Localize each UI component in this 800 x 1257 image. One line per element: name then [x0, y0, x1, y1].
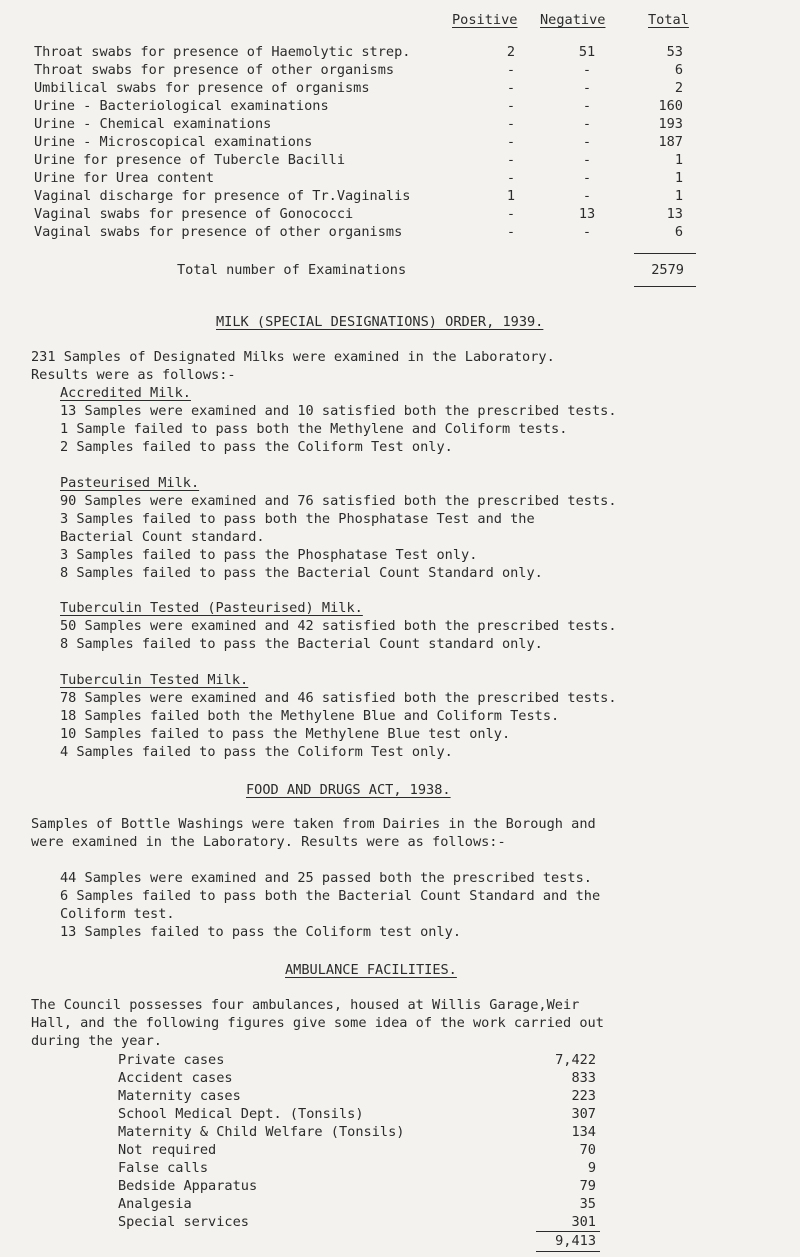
- header-total: Total: [648, 12, 689, 28]
- pasteurised-line: Bacterial Count standard.: [60, 529, 265, 545]
- pasteurised-line: 90 Samples were examined and 76 satisfied both the prescribed tests.: [60, 493, 617, 509]
- total-rule-bottom: [634, 286, 696, 287]
- tt-pasteurised-line: 8 Samples failed to pass the Bacterial Count standard only.: [60, 636, 543, 652]
- milk-heading: MILK (SPECIAL DESIGNATIONS) ORDER, 1939.: [216, 314, 544, 330]
- accredited-line: 2 Samples failed to pass the Coliform Test only.: [60, 439, 453, 455]
- ambulance-total-rule-bottom: [536, 1251, 600, 1252]
- tt-pasteurised-line: 50 Samples were examined and 42 satisfied both the prescribed tests.: [60, 618, 617, 634]
- ambulance-intro-line: Hall, and the following figures give some idea of the work carried out: [31, 1015, 604, 1031]
- ambulance-row-value: 9: [587, 1160, 596, 1176]
- row-label: Urine - Bacteriological examinations: [34, 98, 329, 114]
- ambulance-intro-line: during the year.: [31, 1033, 162, 1049]
- row-label: Urine - Chemical examinations: [34, 116, 272, 132]
- ambulance-row-value: 79: [579, 1178, 596, 1194]
- row-total: 13: [666, 206, 683, 222]
- row-positive: -: [506, 224, 516, 240]
- tt-line: 4 Samples failed to pass the Coliform Test only.: [60, 744, 453, 760]
- food-heading: FOOD AND DRUGS ACT, 1938.: [246, 782, 451, 798]
- ambulance-total-rule-top: [536, 1231, 600, 1232]
- ambulance-row-label: Special services: [118, 1214, 249, 1230]
- ambulance-row-label: Maternity & Child Welfare (Tonsils): [118, 1124, 405, 1140]
- row-label: Umbilical swabs for presence of organisms: [34, 80, 370, 96]
- ambulance-row-value: 7,422: [555, 1052, 596, 1068]
- row-positive: -: [506, 152, 516, 168]
- ambulance-heading: AMBULANCE FACILITIES.: [285, 962, 457, 978]
- total-examinations-value: 2579: [651, 262, 684, 278]
- accredited-line: 13 Samples were examined and 10 satisfied both the prescribed tests.: [60, 403, 617, 419]
- tt-milk-title: Tuberculin Tested Milk.: [60, 672, 249, 688]
- row-label: Throat swabs for presence of Haemolytic strep.: [34, 44, 411, 60]
- row-total: 187: [658, 134, 683, 150]
- row-total: 193: [658, 116, 683, 132]
- row-negative: 13: [578, 206, 596, 222]
- ambulance-row-value: 35: [579, 1196, 596, 1212]
- food-line: 13 Samples failed to pass the Coliform test only.: [60, 924, 462, 940]
- ambulance-row-label: Private cases: [118, 1052, 225, 1068]
- ambulance-row-label: Analgesia: [118, 1196, 192, 1212]
- tt-line: 10 Samples failed to pass the Methylene Blue test only.: [60, 726, 511, 742]
- row-negative: -: [582, 116, 592, 132]
- ambulance-intro-line: The Council possesses four ambulances, housed at Willis Garage,Weir: [31, 997, 580, 1013]
- ambulance-row-value: 833: [571, 1070, 596, 1086]
- row-negative: 51: [578, 44, 596, 60]
- row-total: 1: [674, 152, 683, 168]
- row-label: Vaginal discharge for presence of Tr.Vaginalis: [34, 188, 411, 204]
- row-label: Vaginal swabs for presence of other organisms: [34, 224, 403, 240]
- food-line: 6 Samples failed to pass both the Bacterial Count Standard and the: [60, 888, 601, 904]
- row-negative: -: [582, 62, 592, 78]
- food-intro-line: Samples of Bottle Washings were taken from Dairies in the Borough and: [31, 816, 596, 832]
- ambulance-row-value: 223: [571, 1088, 596, 1104]
- row-label: Throat swabs for presence of other organisms: [34, 62, 395, 78]
- row-label: Urine for Urea content: [34, 170, 215, 186]
- row-negative: -: [582, 170, 592, 186]
- row-total: 6: [674, 62, 683, 78]
- accredited-line: 1 Sample failed to pass both the Methylene and Coliform tests.: [60, 421, 568, 437]
- row-positive: -: [506, 80, 516, 96]
- row-negative: -: [582, 224, 592, 240]
- row-total: 1: [674, 170, 683, 186]
- total-rule-top: [634, 253, 696, 254]
- milk-intro-line: Results were as follows:-: [31, 367, 236, 383]
- pasteurised-milk-title: Pasteurised Milk.: [60, 475, 200, 491]
- row-total: 6: [674, 224, 683, 240]
- row-positive: -: [506, 170, 516, 186]
- pasteurised-line: 3 Samples failed to pass the Phosphatase Test only.: [60, 547, 478, 563]
- row-total: 160: [658, 98, 683, 114]
- row-negative: -: [582, 188, 592, 204]
- accredited-milk-title: Accredited Milk.: [60, 385, 191, 401]
- row-label: Urine - Microscopical examinations: [34, 134, 313, 150]
- ambulance-total: 9,413: [555, 1233, 596, 1249]
- ambulance-row-value: 134: [571, 1124, 596, 1140]
- milk-intro-line: 231 Samples of Designated Milks were examined in the Laboratory.: [31, 349, 555, 365]
- row-negative: -: [582, 134, 592, 150]
- row-total: 1: [674, 188, 683, 204]
- tt-line: 78 Samples were examined and 46 satisfied both the prescribed tests.: [60, 690, 617, 706]
- row-negative: -: [582, 80, 592, 96]
- total-examinations-label: Total number of Examinations: [177, 262, 407, 278]
- row-positive: 1: [506, 188, 516, 204]
- row-positive: -: [506, 62, 516, 78]
- row-positive: 2: [506, 44, 516, 60]
- header-positive: Positive: [452, 12, 518, 28]
- ambulance-row-value: 301: [571, 1214, 596, 1230]
- food-line: 44 Samples were examined and 25 passed both the prescribed tests.: [60, 870, 592, 886]
- row-total: 53: [666, 44, 683, 60]
- row-positive: -: [506, 98, 516, 114]
- ambulance-row-label: Not required: [118, 1142, 217, 1158]
- ambulance-row-label: Accident cases: [118, 1070, 233, 1086]
- ambulance-row-label: School Medical Dept. (Tonsils): [118, 1106, 364, 1122]
- ambulance-row-label: False calls: [118, 1160, 209, 1176]
- header-negative: Negative: [540, 12, 606, 28]
- row-positive: -: [506, 116, 516, 132]
- row-total: 2: [674, 80, 683, 96]
- row-label: Vaginal swabs for presence of Gonococci: [34, 206, 354, 222]
- row-negative: -: [582, 98, 592, 114]
- tt-pasteurised-milk-title: Tuberculin Tested (Pasteurised) Milk.: [60, 600, 363, 616]
- food-intro-line: were examined in the Laboratory. Results were as follows:-: [31, 834, 506, 850]
- row-positive: -: [506, 206, 516, 222]
- pasteurised-line: 3 Samples failed to pass both the Phosphatase Test and the: [60, 511, 535, 527]
- food-line: Coliform test.: [60, 906, 175, 922]
- pasteurised-line: 8 Samples failed to pass the Bacterial Count Standard only.: [60, 565, 543, 581]
- ambulance-row-label: Maternity cases: [118, 1088, 241, 1104]
- ambulance-row-value: 307: [571, 1106, 596, 1122]
- row-positive: -: [506, 134, 516, 150]
- ambulance-row-label: Bedside Apparatus: [118, 1178, 258, 1194]
- row-label: Urine for presence of Tubercle Bacilli: [34, 152, 345, 168]
- tt-line: 18 Samples failed both the Methylene Blue and Coliform Tests.: [60, 708, 560, 724]
- ambulance-row-value: 70: [579, 1142, 596, 1158]
- row-negative: -: [582, 152, 592, 168]
